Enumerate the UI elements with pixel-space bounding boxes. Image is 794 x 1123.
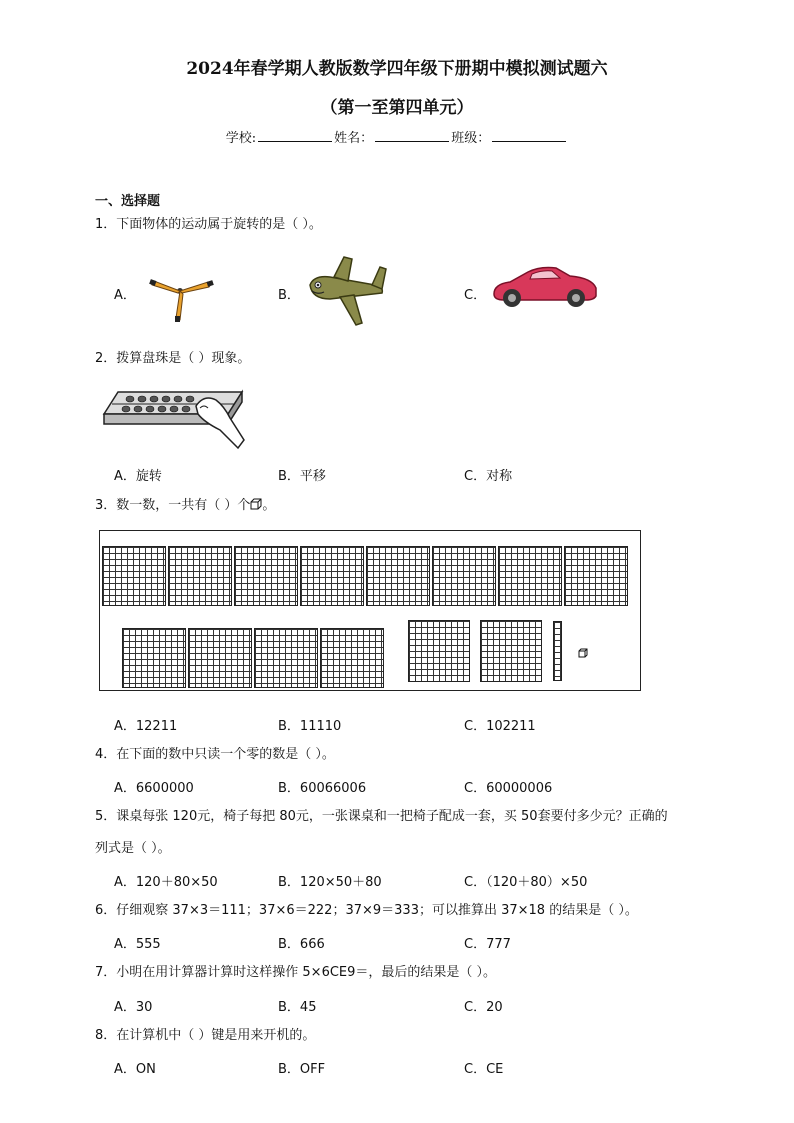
hundred-flat	[480, 620, 542, 682]
question-6: 6．仔细观察 37×3＝111；37×6＝222；37×9＝333；可以推算出 37×18 的结果是（ ）。	[95, 903, 638, 918]
question-2: 2．拨算盘珠是（ ）现象。	[95, 351, 251, 366]
q1-option-b[interactable]: B．	[278, 288, 300, 303]
question-8: 8．在计算机中（ ）键是用来开机的。	[95, 1028, 316, 1043]
name-label: 姓名：	[334, 131, 374, 146]
question-5-line-1: 5．课桌每张 120元，椅子每把 80元，一张课桌和一把椅子配成一套，买 50套要付多少元？正确的	[95, 809, 668, 824]
thousand-cube	[254, 628, 318, 688]
question-4: 4．在下面的数中只读一个零的数是（ ）。	[95, 747, 335, 762]
q8-option-b[interactable]: B．OFF	[278, 1062, 326, 1077]
question-5-line-2: 列式是（ ）。	[95, 841, 171, 856]
q2-option-a[interactable]: A．旋转	[114, 469, 162, 484]
question-7: 7．小明在用计算器计算时这样操作 5×6CE9＝，最后的结果是（ ）。	[95, 965, 497, 980]
q5-option-c[interactable]: C．（120＋80）×50	[464, 875, 588, 890]
q6-option-c[interactable]: C．777	[464, 937, 511, 952]
class-field[interactable]	[492, 129, 566, 142]
q5-option-a[interactable]: A．120＋80×50	[114, 875, 218, 890]
q1-option-c[interactable]: C．	[464, 288, 487, 303]
school-field[interactable]	[258, 129, 332, 142]
thousand-cube	[234, 546, 298, 606]
q8-option-a[interactable]: A．ON	[114, 1062, 156, 1077]
thousand-cube	[122, 628, 186, 688]
class-label: 班级：	[451, 131, 491, 146]
q5-option-b[interactable]: B．120×50＋80	[278, 875, 382, 890]
unit-cube	[578, 648, 588, 658]
q4-option-c[interactable]: C．60000006	[464, 781, 553, 796]
small-cube-icon	[250, 498, 262, 510]
thousand-cube	[168, 546, 232, 606]
thousand-cube	[498, 546, 562, 606]
hundred-flat	[408, 620, 470, 682]
q6-option-a[interactable]: A．555	[114, 937, 161, 952]
q3-option-a[interactable]: A．12211	[114, 719, 178, 734]
section-title: 一、选择题	[95, 194, 161, 209]
q7-option-a[interactable]: A．30	[114, 1000, 153, 1015]
q3-option-b[interactable]: B．11110	[278, 719, 342, 734]
propeller-icon	[146, 266, 216, 324]
thousand-cube	[432, 546, 496, 606]
thousand-cube	[564, 546, 628, 606]
page-subtitle: （第一至第四单元）	[320, 98, 474, 118]
q6-option-b[interactable]: B．666	[278, 937, 325, 952]
student-info-row	[0, 127, 794, 146]
thousand-cube	[188, 628, 252, 688]
airplane-icon	[300, 255, 392, 327]
thousand-cube	[366, 546, 430, 606]
q4-option-a[interactable]: A．6600000	[114, 781, 194, 796]
ten-rod	[553, 621, 562, 681]
thousand-cube	[320, 628, 384, 688]
question-3-text: 3．数一数，一共有（ ）个	[95, 498, 251, 513]
q3-option-c[interactable]: C．102211	[464, 719, 536, 734]
abacus-icon	[100, 378, 246, 454]
page-title: 2024年春学期人教版数学四年级下册期中模拟测试题六	[186, 59, 608, 79]
q8-option-c[interactable]: C．CE	[464, 1062, 504, 1077]
q4-option-b[interactable]: B．60066006	[278, 781, 367, 796]
car-icon	[490, 262, 600, 312]
question-3: 3．数一数，一共有（ ）个 。	[95, 498, 276, 513]
name-field[interactable]	[375, 129, 449, 142]
q2-option-b[interactable]: B．平移	[278, 469, 326, 484]
thousand-cube	[300, 546, 364, 606]
school-label: 学校:	[225, 131, 257, 146]
q1-option-a[interactable]: A．	[114, 288, 136, 303]
q7-option-c[interactable]: C．20	[464, 1000, 503, 1015]
q7-option-b[interactable]: B．45	[278, 1000, 317, 1015]
thousand-cube	[102, 546, 166, 606]
q2-option-c[interactable]: C．对称	[464, 469, 513, 484]
question-1: 1．下面物体的运动属于旋转的是（ ）。	[95, 217, 322, 232]
